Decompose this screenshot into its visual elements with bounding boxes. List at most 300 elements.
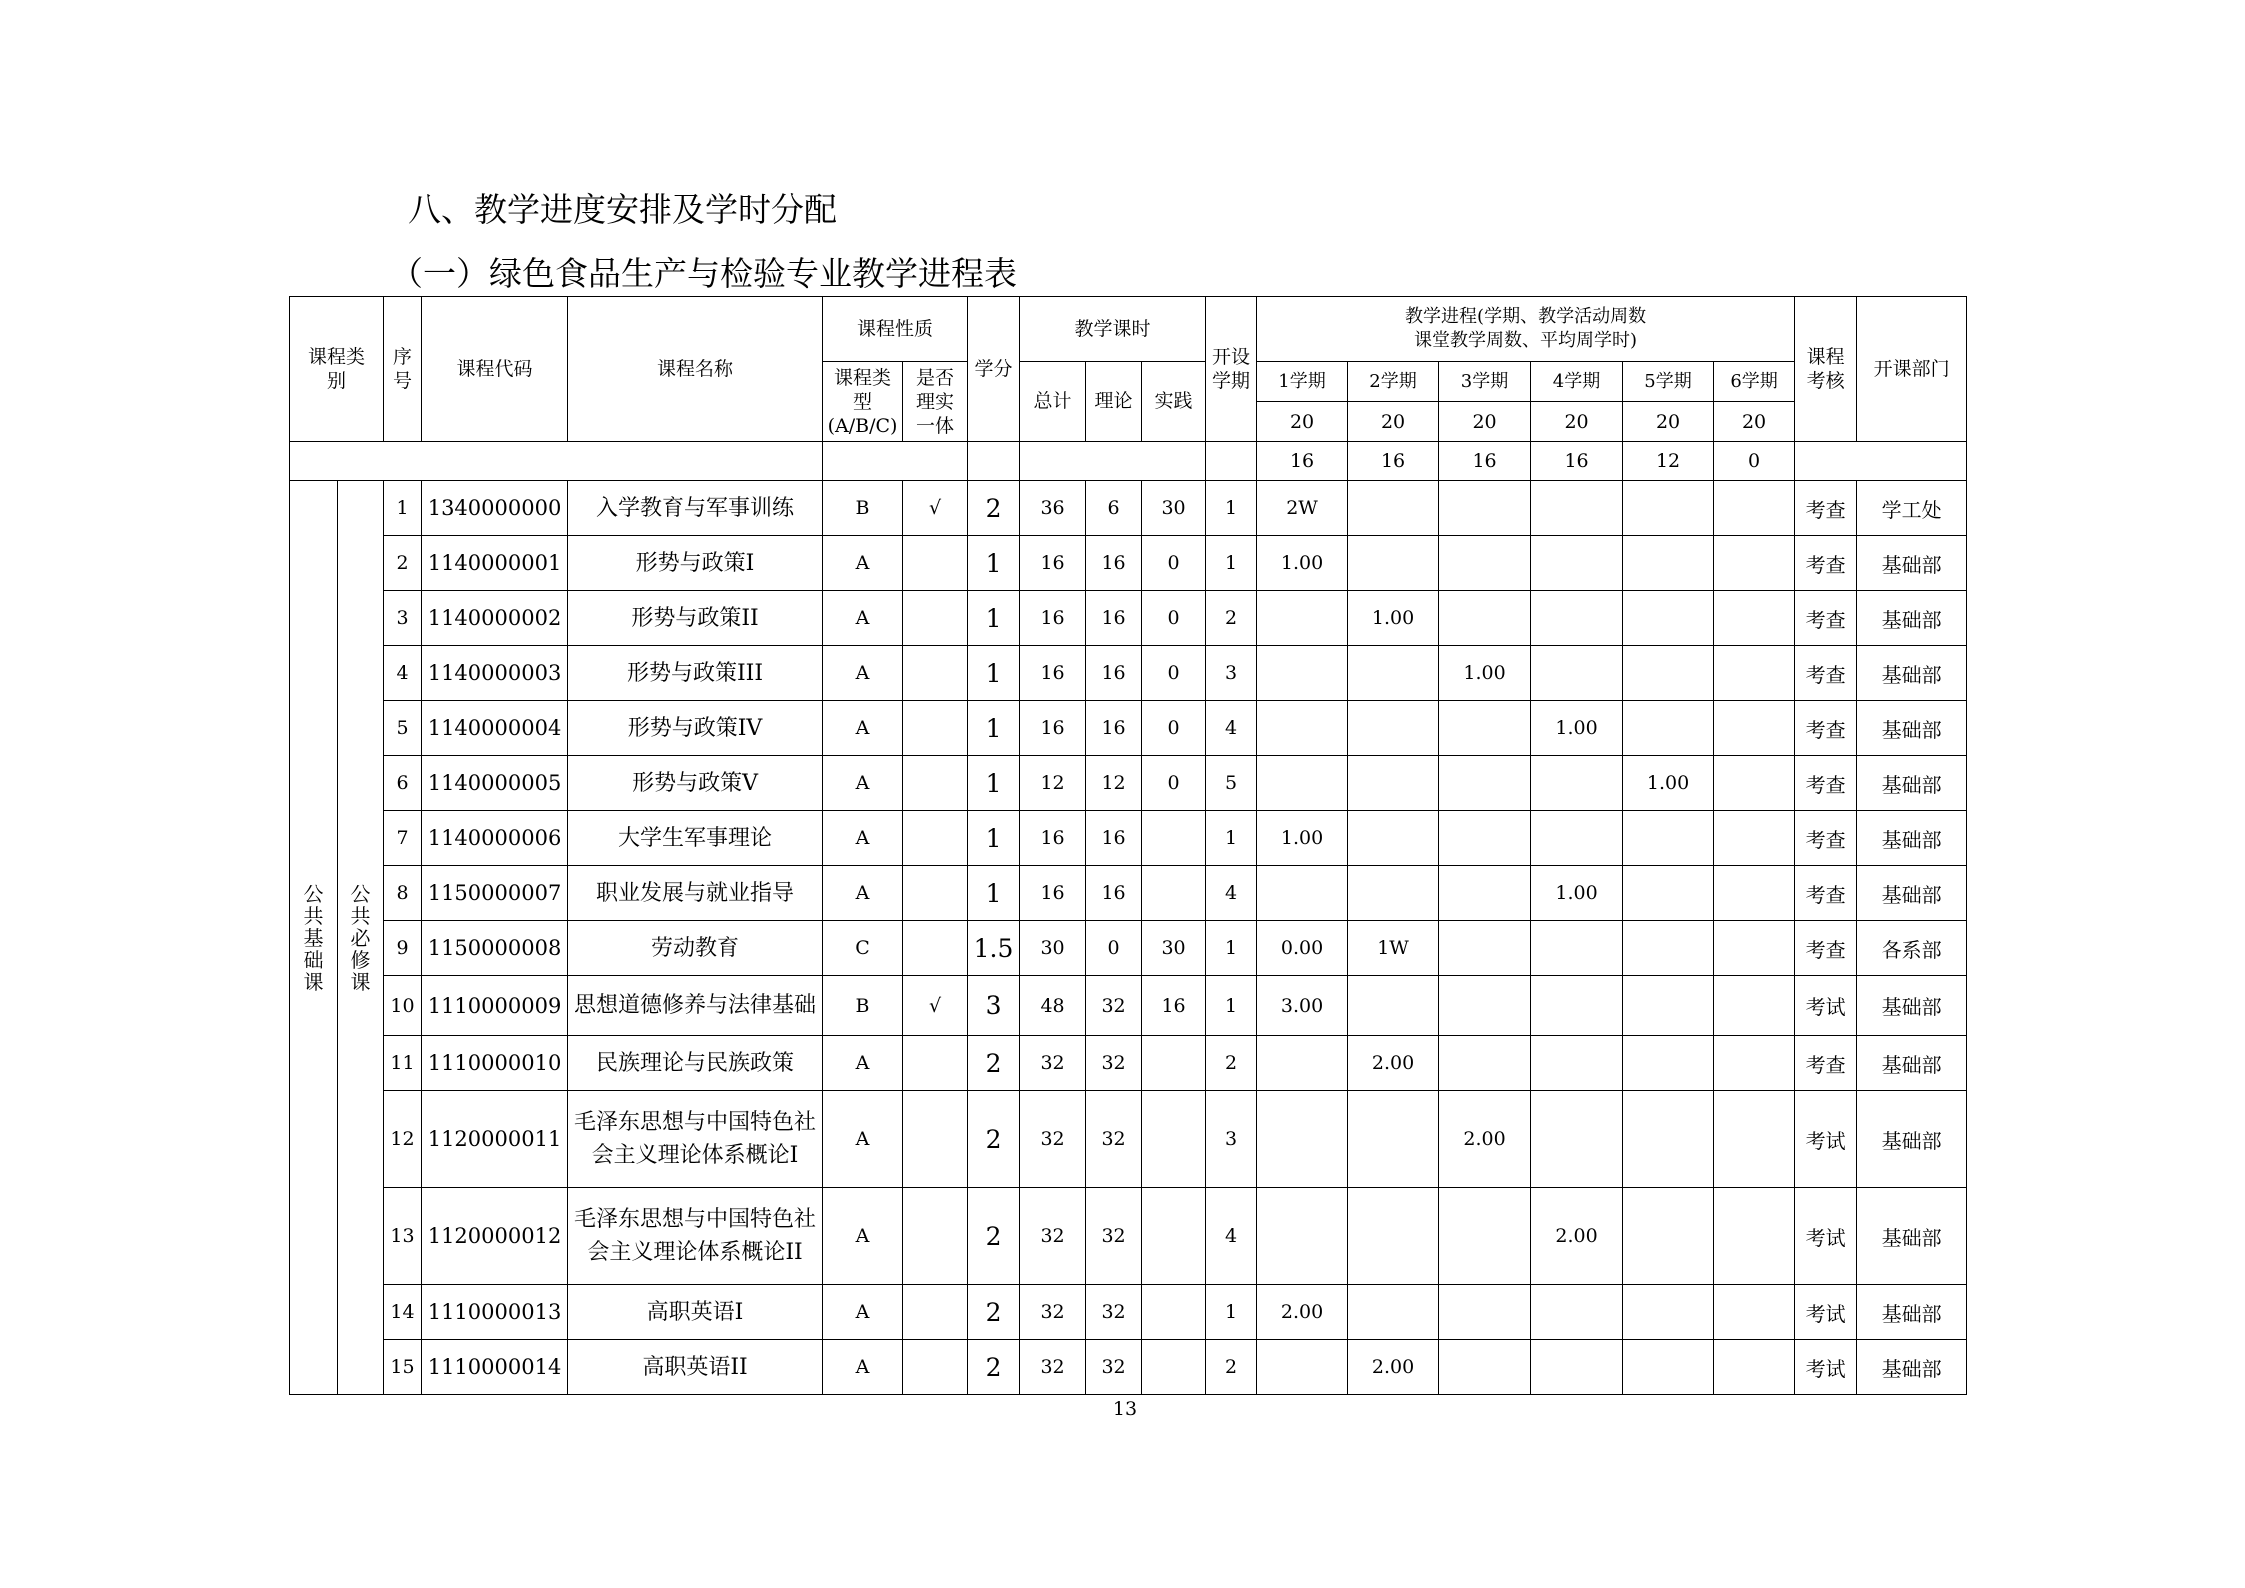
header-hours: 教学课时 <box>1020 297 1206 362</box>
cell-theory: 16 <box>1086 811 1142 866</box>
cell-integrated: √ <box>903 481 968 536</box>
cell-assessment: 考查 <box>1795 701 1857 756</box>
cell-s6 <box>1714 646 1795 701</box>
category-outer <box>290 481 338 1395</box>
cell-s5 <box>1623 1285 1714 1340</box>
cell-department: 学工处 <box>1857 481 1967 536</box>
cell-assessment: 考查 <box>1795 756 1857 811</box>
cell-s6 <box>1714 591 1795 646</box>
cell-seq: 11 <box>384 1036 422 1091</box>
header-spacer <box>1020 442 1206 481</box>
cell-semester: 4 <box>1206 1188 1257 1285</box>
cell-practice: 0 <box>1142 591 1206 646</box>
cell-s4: 2.00 <box>1531 1188 1623 1285</box>
cell-name: 思想道德修养与法律基础 <box>568 976 823 1036</box>
header-integrated: 是否理实一体 <box>903 362 968 442</box>
header-name: 课程名称 <box>568 297 823 442</box>
cell-integrated <box>903 536 968 591</box>
cell-theory: 6 <box>1086 481 1142 536</box>
cell-credits: 2 <box>968 1188 1020 1285</box>
cell-total: 36 <box>1020 481 1086 536</box>
category-outer-label: 公共基础课 <box>303 881 326 994</box>
activity-weeks-5: 20 <box>1623 402 1714 442</box>
cell-code: 1140000001 <box>422 536 568 591</box>
cell-type: A <box>823 756 903 811</box>
cell-s5 <box>1623 976 1714 1036</box>
cell-practice <box>1142 1340 1206 1395</box>
course-rows <box>290 481 1967 1395</box>
teaching-weeks-4: 16 <box>1531 442 1623 481</box>
header-department: 开课部门 <box>1857 297 1967 442</box>
cell-practice: 0 <box>1142 701 1206 756</box>
cell-s3 <box>1439 866 1531 921</box>
header-seq: 序号 <box>384 297 422 442</box>
cell-integrated <box>903 756 968 811</box>
header-assessment: 课程考核 <box>1795 297 1857 442</box>
cell-s1 <box>1257 646 1348 701</box>
cell-integrated <box>903 866 968 921</box>
cell-s1: 2.00 <box>1257 1285 1348 1340</box>
cell-code: 1340000000 <box>422 481 568 536</box>
cell-semester: 1 <box>1206 481 1257 536</box>
cell-practice <box>1142 1285 1206 1340</box>
cell-s4: 1.00 <box>1531 701 1623 756</box>
header-semester-3: 3学期 <box>1439 362 1531 402</box>
cell-department: 基础部 <box>1857 1285 1967 1340</box>
cell-s5 <box>1623 591 1714 646</box>
cell-integrated <box>903 1285 968 1340</box>
table-row <box>290 921 1967 976</box>
cell-theory: 32 <box>1086 976 1142 1036</box>
cell-department: 基础部 <box>1857 536 1967 591</box>
cell-s3 <box>1439 1285 1531 1340</box>
cell-code: 1110000010 <box>422 1036 568 1091</box>
cell-integrated <box>903 921 968 976</box>
table-row <box>290 811 1967 866</box>
cell-seq: 6 <box>384 756 422 811</box>
cell-total: 32 <box>1020 1036 1086 1091</box>
cell-theory: 12 <box>1086 756 1142 811</box>
cell-code: 1140000004 <box>422 701 568 756</box>
cell-name: 毛泽东思想与中国特色社会主义理论体系概论I <box>568 1091 823 1188</box>
cell-s3 <box>1439 1188 1531 1285</box>
cell-credits: 1 <box>968 591 1020 646</box>
cell-s3 <box>1439 976 1531 1036</box>
cell-credits: 2 <box>968 1091 1020 1188</box>
teaching-weeks-2: 16 <box>1348 442 1439 481</box>
cell-department: 基础部 <box>1857 591 1967 646</box>
cell-s5 <box>1623 481 1714 536</box>
cell-theory: 32 <box>1086 1340 1142 1395</box>
cell-integrated <box>903 811 968 866</box>
cell-name: 劳动教育 <box>568 921 823 976</box>
table-row <box>290 1036 1967 1091</box>
category-inner <box>338 481 384 1395</box>
cell-semester: 5 <box>1206 756 1257 811</box>
cell-s2 <box>1348 1091 1439 1188</box>
table-row <box>290 481 1967 536</box>
cell-assessment: 考查 <box>1795 646 1857 701</box>
cell-s1: 1.00 <box>1257 811 1348 866</box>
cell-s4 <box>1531 481 1623 536</box>
cell-assessment: 考查 <box>1795 536 1857 591</box>
cell-type: A <box>823 1340 903 1395</box>
cell-practice: 30 <box>1142 481 1206 536</box>
section-heading: 八、教学进度安排及学时分配 <box>408 190 837 229</box>
cell-code: 1150000008 <box>422 921 568 976</box>
cell-department: 基础部 <box>1857 1036 1967 1091</box>
cell-name: 毛泽东思想与中国特色社会主义理论体系概论II <box>568 1188 823 1285</box>
header-spacer <box>968 442 1020 481</box>
cell-s3 <box>1439 591 1531 646</box>
cell-assessment: 考查 <box>1795 591 1857 646</box>
cell-assessment: 考查 <box>1795 921 1857 976</box>
cell-semester: 1 <box>1206 921 1257 976</box>
cell-practice: 0 <box>1142 536 1206 591</box>
cell-seq: 8 <box>384 866 422 921</box>
cell-s6 <box>1714 701 1795 756</box>
cell-s4 <box>1531 1091 1623 1188</box>
cell-semester: 1 <box>1206 536 1257 591</box>
cell-type: B <box>823 976 903 1036</box>
cell-s1 <box>1257 1091 1348 1188</box>
cell-type: A <box>823 1036 903 1091</box>
cell-s2: 1.00 <box>1348 591 1439 646</box>
cell-credits: 1 <box>968 866 1020 921</box>
cell-assessment: 考试 <box>1795 1091 1857 1188</box>
cell-integrated <box>903 646 968 701</box>
cell-s6 <box>1714 921 1795 976</box>
cell-credits: 3 <box>968 976 1020 1036</box>
cell-code: 1140000002 <box>422 591 568 646</box>
cell-credits: 1 <box>968 811 1020 866</box>
cell-s5 <box>1623 1036 1714 1091</box>
cell-seq: 7 <box>384 811 422 866</box>
cell-s2 <box>1348 536 1439 591</box>
cell-semester: 1 <box>1206 976 1257 1036</box>
table-row <box>290 866 1967 921</box>
cell-s2 <box>1348 756 1439 811</box>
cell-s6 <box>1714 1340 1795 1395</box>
cell-theory: 16 <box>1086 591 1142 646</box>
cell-s5 <box>1623 1091 1714 1188</box>
cell-s4 <box>1531 976 1623 1036</box>
cell-s5 <box>1623 536 1714 591</box>
cell-seq: 2 <box>384 536 422 591</box>
cell-s6 <box>1714 536 1795 591</box>
header-spacer <box>1795 442 1967 481</box>
cell-s3 <box>1439 921 1531 976</box>
cell-department: 各系部 <box>1857 921 1967 976</box>
cell-assessment: 考试 <box>1795 1340 1857 1395</box>
cell-s2: 1W <box>1348 921 1439 976</box>
cell-s3 <box>1439 811 1531 866</box>
cell-theory: 0 <box>1086 921 1142 976</box>
activity-weeks-2: 20 <box>1348 402 1439 442</box>
cell-s5 <box>1623 1340 1714 1395</box>
cell-s3 <box>1439 701 1531 756</box>
header-semester-4: 4学期 <box>1531 362 1623 402</box>
cell-integrated <box>903 591 968 646</box>
cell-code: 1110000014 <box>422 1340 568 1395</box>
cell-credits: 1 <box>968 646 1020 701</box>
cell-s2 <box>1348 866 1439 921</box>
cell-s1 <box>1257 866 1348 921</box>
cell-s5 <box>1623 811 1714 866</box>
cell-integrated <box>903 1340 968 1395</box>
header-spacer <box>1206 442 1257 481</box>
cell-total: 32 <box>1020 1285 1086 1340</box>
cell-s6 <box>1714 811 1795 866</box>
cell-credits: 2 <box>968 481 1020 536</box>
cell-s6 <box>1714 481 1795 536</box>
cell-type: C <box>823 921 903 976</box>
cell-s6 <box>1714 976 1795 1036</box>
cell-seq: 1 <box>384 481 422 536</box>
cell-total: 16 <box>1020 646 1086 701</box>
table-row <box>290 591 1967 646</box>
cell-theory: 32 <box>1086 1285 1142 1340</box>
cell-type: A <box>823 1285 903 1340</box>
cell-s1: 0.00 <box>1257 921 1348 976</box>
cell-department: 基础部 <box>1857 1091 1967 1188</box>
cell-s2 <box>1348 481 1439 536</box>
cell-type: B <box>823 481 903 536</box>
cell-code: 1120000012 <box>422 1188 568 1285</box>
teaching-weeks-5: 12 <box>1623 442 1714 481</box>
cell-s4 <box>1531 811 1623 866</box>
cell-theory: 16 <box>1086 866 1142 921</box>
header-nature: 课程性质 <box>823 297 968 362</box>
cell-theory: 32 <box>1086 1091 1142 1188</box>
cell-s6 <box>1714 756 1795 811</box>
cell-credits: 1 <box>968 536 1020 591</box>
cell-s5 <box>1623 866 1714 921</box>
cell-credits: 2 <box>968 1285 1020 1340</box>
cell-type: A <box>823 536 903 591</box>
cell-assessment: 考试 <box>1795 1285 1857 1340</box>
header-semester-2: 2学期 <box>1348 362 1439 402</box>
cell-department: 基础部 <box>1857 701 1967 756</box>
cell-assessment: 考查 <box>1795 1036 1857 1091</box>
teaching-weeks-3: 16 <box>1439 442 1531 481</box>
cell-semester: 1 <box>1206 1285 1257 1340</box>
table-row <box>290 536 1967 591</box>
cell-name: 高职英语I <box>568 1285 823 1340</box>
cell-s5 <box>1623 1188 1714 1285</box>
cell-seq: 14 <box>384 1285 422 1340</box>
cell-total: 16 <box>1020 811 1086 866</box>
cell-integrated: √ <box>903 976 968 1036</box>
cell-name: 形势与政策III <box>568 646 823 701</box>
cell-semester: 2 <box>1206 1036 1257 1091</box>
cell-integrated <box>903 701 968 756</box>
cell-theory: 16 <box>1086 646 1142 701</box>
cell-s1 <box>1257 756 1348 811</box>
cell-credits: 2 <box>968 1036 1020 1091</box>
cell-s4 <box>1531 536 1623 591</box>
header-progress-line1: 教学进程(学期、教学活动周数 <box>1405 306 1647 327</box>
cell-s4 <box>1531 591 1623 646</box>
cell-s1 <box>1257 1188 1348 1285</box>
cell-total: 12 <box>1020 756 1086 811</box>
cell-semester: 1 <box>1206 811 1257 866</box>
cell-s2 <box>1348 1188 1439 1285</box>
teaching-weeks-1: 16 <box>1257 442 1348 481</box>
cell-type: A <box>823 646 903 701</box>
cell-s6 <box>1714 1188 1795 1285</box>
cell-s2 <box>1348 976 1439 1036</box>
cell-integrated <box>903 1091 968 1188</box>
cell-practice <box>1142 866 1206 921</box>
cell-total: 16 <box>1020 866 1086 921</box>
cell-s3: 1.00 <box>1439 646 1531 701</box>
activity-weeks-1: 20 <box>1257 402 1348 442</box>
cell-type: A <box>823 701 903 756</box>
cell-code: 1110000013 <box>422 1285 568 1340</box>
cell-s4 <box>1531 1285 1623 1340</box>
cell-assessment: 考查 <box>1795 866 1857 921</box>
cell-s1 <box>1257 701 1348 756</box>
cell-theory: 32 <box>1086 1036 1142 1091</box>
header-spacer <box>290 442 823 481</box>
cell-name: 大学生军事理论 <box>568 811 823 866</box>
cell-seq: 9 <box>384 921 422 976</box>
cell-total: 32 <box>1020 1091 1086 1188</box>
cell-s5 <box>1623 646 1714 701</box>
cell-semester: 3 <box>1206 646 1257 701</box>
header-credits: 学分 <box>968 297 1020 442</box>
cell-seq: 3 <box>384 591 422 646</box>
cell-semester: 2 <box>1206 1340 1257 1395</box>
cell-total: 32 <box>1020 1188 1086 1285</box>
cell-integrated <box>903 1188 968 1285</box>
cell-name: 形势与政策II <box>568 591 823 646</box>
cell-s6 <box>1714 866 1795 921</box>
cell-name: 形势与政策I <box>568 536 823 591</box>
cell-semester: 3 <box>1206 1091 1257 1188</box>
cell-s3 <box>1439 481 1531 536</box>
cell-s3: 2.00 <box>1439 1091 1531 1188</box>
activity-weeks-3: 20 <box>1439 402 1531 442</box>
cell-s2 <box>1348 1285 1439 1340</box>
cell-credits: 1 <box>968 701 1020 756</box>
cell-s1: 3.00 <box>1257 976 1348 1036</box>
table-row <box>290 976 1967 1036</box>
table-row <box>290 701 1967 756</box>
cell-type: A <box>823 811 903 866</box>
table-row <box>290 756 1967 811</box>
cell-semester: 2 <box>1206 591 1257 646</box>
cell-theory: 16 <box>1086 536 1142 591</box>
header-semester-offered: 开设学期 <box>1206 297 1257 442</box>
cell-credits: 1 <box>968 756 1020 811</box>
cell-seq: 13 <box>384 1188 422 1285</box>
cell-s3 <box>1439 1340 1531 1395</box>
cell-s5: 1.00 <box>1623 756 1714 811</box>
category-inner-label: 公共必修课 <box>350 881 373 994</box>
cell-code: 1110000009 <box>422 976 568 1036</box>
table-row <box>290 646 1967 701</box>
cell-department: 基础部 <box>1857 811 1967 866</box>
header-semester-1: 1学期 <box>1257 362 1348 402</box>
cell-practice <box>1142 1036 1206 1091</box>
cell-s4: 1.00 <box>1531 866 1623 921</box>
table-row <box>290 1188 1967 1285</box>
cell-s4 <box>1531 921 1623 976</box>
cell-type: A <box>823 1188 903 1285</box>
cell-assessment: 考查 <box>1795 481 1857 536</box>
cell-s1 <box>1257 1340 1348 1395</box>
cell-s4 <box>1531 1036 1623 1091</box>
cell-s3 <box>1439 1036 1531 1091</box>
cell-s2 <box>1348 646 1439 701</box>
header-progress <box>1257 297 1795 362</box>
cell-s1 <box>1257 591 1348 646</box>
cell-code: 1150000007 <box>422 866 568 921</box>
cell-s4 <box>1531 646 1623 701</box>
header-semester-5: 5学期 <box>1623 362 1714 402</box>
header-progress-line2: 课堂教学周数、平均周学时) <box>1414 330 1638 351</box>
table-title: （一）绿色食品生产与检验专业教学进程表 <box>390 254 1017 293</box>
header-practice: 实践 <box>1142 362 1206 442</box>
cell-department: 基础部 <box>1857 1340 1967 1395</box>
cell-s1 <box>1257 1036 1348 1091</box>
cell-department: 基础部 <box>1857 756 1967 811</box>
cell-credits: 2 <box>968 1340 1020 1395</box>
activity-weeks-4: 20 <box>1531 402 1623 442</box>
cell-practice: 30 <box>1142 921 1206 976</box>
header-total: 总计 <box>1020 362 1086 442</box>
cell-type: A <box>823 591 903 646</box>
cell-s6 <box>1714 1091 1795 1188</box>
cell-seq: 4 <box>384 646 422 701</box>
cell-practice: 16 <box>1142 976 1206 1036</box>
cell-semester: 4 <box>1206 866 1257 921</box>
cell-theory: 16 <box>1086 701 1142 756</box>
cell-name: 入学教育与军事训练 <box>568 481 823 536</box>
cell-s4 <box>1531 756 1623 811</box>
cell-name: 高职英语II <box>568 1340 823 1395</box>
cell-assessment: 考试 <box>1795 1188 1857 1285</box>
cell-code: 1120000011 <box>422 1091 568 1188</box>
cell-name: 形势与政策V <box>568 756 823 811</box>
cell-code: 1140000003 <box>422 646 568 701</box>
cell-assessment: 考试 <box>1795 976 1857 1036</box>
cell-semester: 4 <box>1206 701 1257 756</box>
cell-total: 16 <box>1020 591 1086 646</box>
cell-seq: 15 <box>384 1340 422 1395</box>
cell-s2: 2.00 <box>1348 1340 1439 1395</box>
cell-s1: 2W <box>1257 481 1348 536</box>
cell-s2 <box>1348 701 1439 756</box>
cell-s2 <box>1348 811 1439 866</box>
cell-integrated <box>903 1036 968 1091</box>
header-category: 课程类别 <box>290 297 384 442</box>
cell-name: 形势与政策IV <box>568 701 823 756</box>
cell-type: A <box>823 866 903 921</box>
cell-credits: 1.5 <box>968 921 1020 976</box>
cell-s5 <box>1623 921 1714 976</box>
cell-total: 32 <box>1020 1340 1086 1395</box>
cell-total: 48 <box>1020 976 1086 1036</box>
cell-assessment: 考查 <box>1795 811 1857 866</box>
cell-seq: 10 <box>384 976 422 1036</box>
cell-total: 16 <box>1020 701 1086 756</box>
cell-department: 基础部 <box>1857 646 1967 701</box>
cell-practice <box>1142 811 1206 866</box>
header-semester-6: 6学期 <box>1714 362 1795 402</box>
